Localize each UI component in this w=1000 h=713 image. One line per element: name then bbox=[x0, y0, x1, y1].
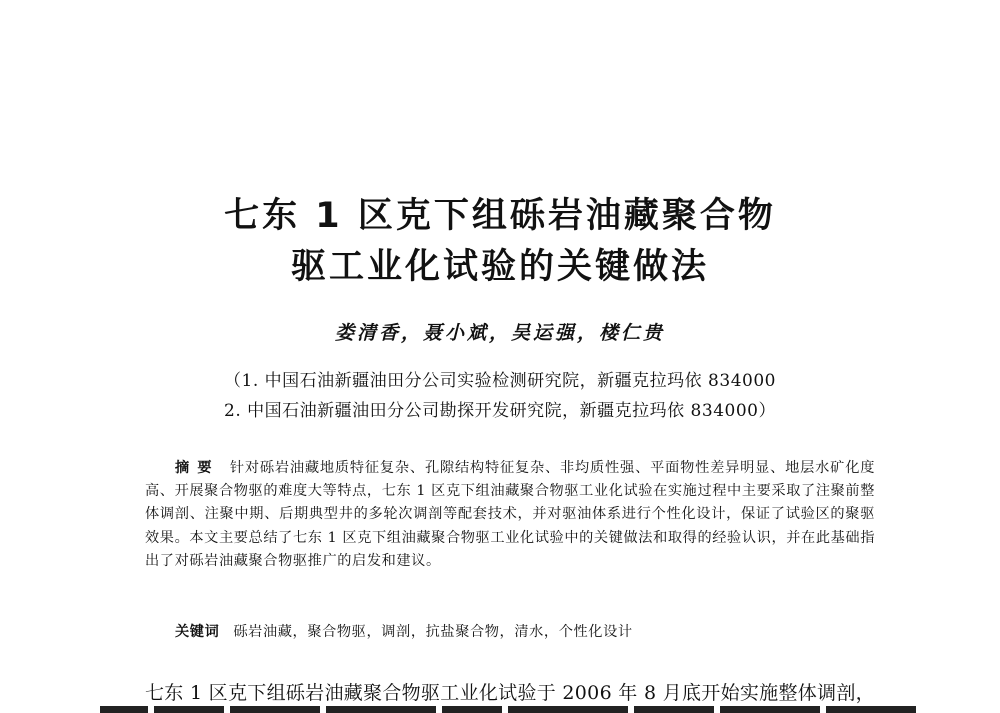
title-line-2: 驱工业化试验的关键做法 bbox=[290, 247, 709, 287]
keywords-text: 砾岩油藏，聚合物驱，调剖，抗盐聚合物，清水，个性化设计 bbox=[233, 624, 633, 640]
keywords bbox=[175, 621, 875, 641]
cut-off-text-line bbox=[100, 706, 960, 713]
title-line-1: 七东 1 区克下组砾岩油藏聚合物 bbox=[224, 196, 776, 236]
affiliation-2: 2. 中国石油新疆油田分公司勘探开发研究院，新疆克拉玛依 834000） bbox=[224, 401, 776, 421]
body-first-line: 七东 1 区克下组砾岩油藏聚合物驱工业化试验于 2006 年 8 月底开始实施整体调剖， bbox=[145, 682, 875, 704]
abstract-text: 针对砾岩油藏地质特征复杂、孔隙结构特征复杂、非均质性强、平面物性差异明显、地层水矿化度高、开展聚合物驱的难度大等特点，七东 1 区克下组油藏聚合物驱工业化试验在实施过程中主要采取了注聚前整体调剖、注聚中期、后期典型井的多轮次调剖等配套技术，并对驱油体系进行个性化设计，保证了试验区的聚驱效果。本文主要总结了七东 1 区克下组油藏聚合物驱工业化试验中的关键做法和取得的经验认识，并在此基础指出了对砾岩油藏聚合物驱推广的启发和建议。 bbox=[145, 460, 875, 569]
affiliation-1: （1. 中国石油新疆油田分公司实验检测研究院，新疆克拉玛依 834000 bbox=[224, 371, 776, 391]
authors: 娄清香，聂小斌，吴运强，楼仁贵 bbox=[334, 322, 665, 344]
keywords-label: 关键词 bbox=[175, 624, 220, 640]
abstract bbox=[145, 457, 875, 573]
abstract-label: 摘要 bbox=[175, 460, 220, 476]
